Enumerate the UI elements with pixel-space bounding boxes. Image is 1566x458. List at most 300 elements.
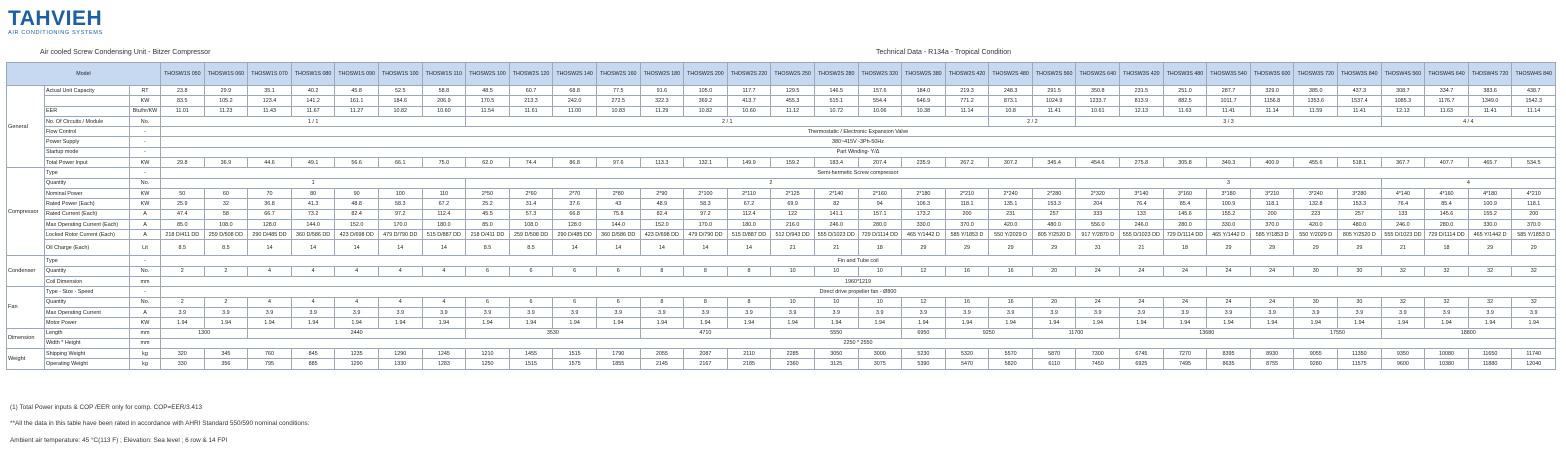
value-cell: 1.94 [1338,318,1382,328]
value-cell: 20 [1032,266,1076,276]
value-cell: 280.0 [1163,219,1207,229]
value-cell: 24 [1207,266,1251,276]
value-cell: 10 [771,297,815,307]
value-cell: 11.59 [1294,106,1338,116]
value-cell: 29 [1032,240,1076,256]
value-cell: 49.1 [291,158,335,168]
value-cell: 152.0 [640,219,684,229]
value-cell: 3.9 [771,307,815,317]
value-cell: 512 D/943 DD [771,230,815,240]
value-cell: 11.14 [1512,106,1556,116]
value-cell: 80 [291,188,335,198]
value-cell: 1.94 [858,318,902,328]
value-cell: 11.12 [771,106,815,116]
value-cell: 10.82 [684,106,728,116]
model-column-header: THOSW2S 100 [466,63,510,86]
value-cell: 11.29 [640,106,684,116]
unit-cell: mm [130,338,161,348]
value-cell: 4710 [640,328,771,338]
unit-cell: KW [130,318,161,328]
value-cell: 3.9 [727,307,771,317]
value-cell: 345 [204,349,248,359]
value-cell: 3075 [858,359,902,369]
value-cell: 105.0 [684,86,728,96]
value-cell: 4 [335,297,379,307]
table-row [7,106,1556,116]
value-cell: 100.9 [1207,199,1251,209]
value-cell: 3.9 [466,307,510,317]
value-cell: 465 Y/1442 D [1468,230,1512,240]
table-row [7,96,1556,106]
value-cell: 3*210 [1250,188,1294,198]
value-cell: 290 D/485 DD [248,230,292,240]
value-cell: 805 Y/2520 D [1032,230,1076,240]
model-column-header: THOSW3S 480 [1163,63,1207,86]
unit-cell: - [130,147,161,157]
value-cell: 128.0 [553,219,597,229]
value-cell: 8 [727,266,771,276]
value-cell: 455.3 [771,96,815,106]
row-label: Shipping Weight [45,349,130,359]
value-cell: 12 [902,297,946,307]
value-cell: 235.9 [902,158,946,168]
value-cell: 3125 [814,359,858,369]
table-row [7,266,1556,276]
value-cell: 1233.7 [1076,96,1120,106]
value-cell: 333 [1076,209,1120,219]
value-cell: 56.6 [335,158,379,168]
value-cell: 1.94 [945,318,989,328]
value-cell: 91.6 [640,86,684,96]
value-cell: 3 / 3 [1076,116,1381,126]
value-cell: 180.0 [422,219,466,229]
value-cell: 12040 [1512,359,1556,369]
value-cell: 62.0 [466,158,510,168]
value-cell: 1.94 [1120,318,1164,328]
value-cell: 40.2 [291,86,335,96]
value-cell: 2 [161,297,205,307]
value-cell: 144.0 [291,219,335,229]
value-cell: 6745 [1120,349,1164,359]
value-cell: 251.0 [1163,86,1207,96]
unit-cell: KW [130,96,161,106]
value-cell: 200 [945,209,989,219]
value-cell: 515.1 [814,96,858,106]
value-cell: 11.01 [161,106,205,116]
value-cell: 8.5 [161,240,205,256]
value-cell: 12.13 [1120,106,1164,116]
value-cell: 2*180 [902,188,946,198]
value-cell: 3530 [466,328,640,338]
value-cell: 118.1 [945,199,989,209]
table-row [7,240,1556,256]
value-cell: 32 [1468,266,1512,276]
technical-data-table [6,62,1556,370]
value-cell: 8.5 [204,240,248,256]
value-cell: 7300 [1076,349,1120,359]
value-cell: 75.8 [596,209,640,219]
table-row [7,230,1556,240]
value-cell: 2*110 [727,188,771,198]
unit-cell: - [130,256,161,266]
model-column-header: THOSW2S 120 [509,63,553,86]
table-row [7,199,1556,209]
value-cell: 3.9 [1120,307,1164,317]
logo-tagline: AIR CONDITIONING SYSTEMS [8,30,103,36]
unit-cell: No. [130,297,161,307]
table-header [7,63,1556,86]
value-cell: 9055 [1294,349,1338,359]
model-column-header: THOSW2S 640 [1076,63,1120,86]
value-cell: 60 [204,188,248,198]
value-cell: 47.4 [161,209,205,219]
value-cell: 1.94 [684,318,728,328]
section-label: Compressor [7,168,45,256]
value-cell: Semi-hermetic Screw compressor [161,168,1556,178]
value-cell: 3.9 [684,307,728,317]
value-cell: 3.9 [1032,307,1076,317]
row-label: Type - Size - Speed [45,287,130,297]
value-cell: 149.9 [727,158,771,168]
value-cell: Part Winding- Y/Δ [161,147,1556,157]
value-cell: 10.8 [989,106,1033,116]
value-cell: 370.0 [1250,219,1294,229]
value-cell: 11.41 [1468,106,1512,116]
row-label: Locked Rotor Current (Each) [45,230,130,240]
value-cell: 170.0 [684,219,728,229]
value-cell: 2*240 [989,188,1033,198]
value-cell: 2440 [248,328,466,338]
value-cell: 349.3 [1207,158,1251,168]
value-cell: 515 D/887 DD [422,230,466,240]
value-cell: 16 [989,266,1033,276]
row-label: Actual Unit Capacity [45,86,130,96]
value-cell: 3.9 [378,307,422,317]
value-cell: 184.0 [902,86,946,96]
value-cell: 12.13 [1381,106,1425,116]
value-cell: 200 [1512,209,1556,219]
value-cell: 3.9 [161,307,205,317]
value-cell: 3.9 [1425,307,1469,317]
value-cell: 2 [204,297,248,307]
value-cell: 3.9 [945,307,989,317]
value-cell: 16 [945,297,989,307]
table-row [7,359,1556,369]
value-cell: 1085.3 [1381,96,1425,106]
value-cell: 917 Y/2870 D [1076,230,1120,240]
value-cell: 280.0 [1425,219,1469,229]
value-cell: 9280 [1294,359,1338,369]
value-cell: 9250 [945,328,1032,338]
value-cell: 885 [291,359,335,369]
value-cell: 350.8 [1076,86,1120,96]
value-cell: 1515 [553,349,597,359]
value-cell: 45.8 [335,86,379,96]
value-cell: 97.6 [596,158,640,168]
value-cell: 82.4 [640,209,684,219]
value-cell: 97.2 [684,209,728,219]
value-cell: 48.9 [640,199,684,209]
value-cell: 4 [335,266,379,276]
value-cell: 29 [902,240,946,256]
value-cell: Thermostatic / Electronic Expansion Valve [161,127,1556,137]
value-cell: 14 [596,240,640,256]
value-cell: 218 D/411 DD [161,230,205,240]
table-row [7,86,1556,96]
row-label: Type [45,168,130,178]
value-cell: 465.7 [1468,158,1512,168]
row-label: No. Of Circuits / Module [45,116,130,126]
value-cell: 246.0 [1120,219,1164,229]
value-cell: 2 [466,178,1076,188]
value-cell: 2 / 2 [989,116,1076,126]
value-cell: 1235 [335,349,379,359]
value-cell: 32 [1425,297,1469,307]
value-cell: 219.3 [945,86,989,96]
value-cell: 2*100 [684,188,728,198]
unit-cell: A [130,219,161,229]
unit-cell: - [130,168,161,178]
value-cell: 729 D/1114 DD [858,230,902,240]
value-cell: 2*125 [771,188,815,198]
table-row [7,287,1556,297]
value-cell: 1330 [378,359,422,369]
value-cell: 385.0 [1294,86,1338,96]
model-column-header: THOSW1S 050 [161,63,205,86]
value-cell: 10380 [1425,359,1469,369]
value-cell: 66.8 [553,209,597,219]
value-cell: 1156.8 [1250,96,1294,106]
value-cell: 360 D/586 DD [291,230,335,240]
value-cell: 207.4 [858,158,902,168]
value-cell: 223 [1294,209,1338,219]
value-cell: 206.9 [422,96,466,106]
table-row [7,178,1556,188]
row-label: Operating Weight [45,359,130,369]
value-cell: 5870 [1032,349,1076,359]
value-cell: 3.9 [858,307,902,317]
value-cell: 2*50 [466,188,510,198]
table-row [7,158,1556,168]
value-cell: 41.3 [291,199,335,209]
value-cell: 68.8 [553,86,597,96]
value-cell: 133 [1381,209,1425,219]
value-cell: 1960*1219 [161,277,1556,287]
value-cell: 11.67 [291,106,335,116]
value-cell: 795 [248,359,292,369]
value-cell: 117.7 [727,86,771,96]
value-cell: 153.3 [1338,199,1382,209]
value-cell: 70 [248,188,292,198]
value-cell: 556.0 [1076,219,1120,229]
value-cell: 75.0 [422,158,466,168]
value-cell: 11575 [1338,359,1382,369]
value-cell: 5230 [902,349,946,359]
value-cell: 1.94 [466,318,510,328]
value-cell: 155.2 [1468,209,1512,219]
value-cell: 455.6 [1294,158,1338,168]
value-cell: 11.14 [945,106,989,116]
value-cell: 105.2 [204,96,248,106]
section-label: Condenser [7,256,45,287]
value-cell: Direct drive propeller fan - Ø800 [161,287,1556,297]
value-cell: 108.0 [509,219,553,229]
value-cell: 334.7 [1425,86,1469,96]
value-cell: 25.2 [466,199,510,209]
value-cell: 30 [1338,266,1382,276]
value-cell: 8 [727,297,771,307]
model-column-header: THOSW1S 080 [291,63,335,86]
value-cell: 345.4 [1032,158,1076,168]
value-cell: 110 [422,188,466,198]
value-cell: 1855 [596,359,640,369]
value-cell: 1283 [422,359,466,369]
model-column-header: THOSW1S 090 [335,63,379,86]
value-cell: 7270 [1163,349,1207,359]
value-cell: 29.8 [161,158,205,168]
unit-cell: A [130,307,161,317]
value-cell: 465 Y/1442 D [902,230,946,240]
footnote-ahri-standard: **All the data in this table have been rated in accordance with AHRI Standard 550/590 nominal conditions: [10,420,310,427]
value-cell: 14 [727,240,771,256]
model-column-header: THOSW2S 220 [727,63,771,86]
value-cell: 267.2 [945,158,989,168]
value-cell: 555 D/1023 DD [814,230,858,240]
value-cell: 11.00 [553,106,597,116]
value-cell: 2*90 [640,188,684,198]
model-column-header: THOSW3S 600 [1250,63,1294,86]
value-cell: 144.0 [596,219,640,229]
value-cell: 29 [1338,240,1382,256]
value-cell: 132.8 [1294,199,1338,209]
value-cell: 420.0 [1294,219,1338,229]
value-cell: 322.3 [640,96,684,106]
value-cell: 1.94 [771,318,815,328]
value-cell: 480.0 [1338,219,1382,229]
value-cell: 4 [1381,178,1555,188]
model-column-header: THOSW4S 840 [1512,63,1556,86]
value-cell: 11880 [1468,359,1512,369]
value-cell: 153.3 [1032,199,1076,209]
unit-cell: No. [130,178,161,188]
value-cell: 1.94 [204,318,248,328]
value-cell: 6 [596,297,640,307]
value-cell: 5550 [771,328,902,338]
model-column-header: THOSW2S 480 [989,63,1033,86]
value-cell: 1.94 [1076,318,1120,328]
value-cell: 480.0 [1032,219,1076,229]
value-cell: 845 [291,349,335,359]
value-cell: 14 [422,240,466,256]
value-cell: 157.6 [858,86,902,96]
value-cell: 10.06 [858,106,902,116]
value-cell: 24 [1076,266,1120,276]
value-cell: 11700 [1032,328,1119,338]
value-cell: 3 [1076,178,1381,188]
value-cell: 13680 [1120,328,1294,338]
value-cell: 3.9 [204,307,248,317]
table-row [7,116,1556,126]
value-cell: 29 [1207,240,1251,256]
value-cell: 400.9 [1250,158,1294,168]
unit-cell: kg [130,349,161,359]
value-cell: 5470 [945,359,989,369]
value-cell: 21 [1120,240,1164,256]
value-cell: 1.94 [902,318,946,328]
value-cell: 23.8 [161,86,205,96]
value-cell: 8930 [1250,349,1294,359]
value-cell: 10.38 [902,106,946,116]
value-cell: 24 [1207,297,1251,307]
value-cell: 3*280 [1338,188,1382,198]
value-cell: 30 [1338,297,1382,307]
value-cell: 479 D/790 DD [378,230,422,240]
value-cell: 132.1 [684,158,728,168]
value-cell: 2250 * 2550 [161,338,1556,348]
value-cell: 2185 [727,359,771,369]
value-cell: 3.9 [814,307,858,317]
value-cell: 307.2 [989,158,1033,168]
footnote-ambient-conditions: Ambient air temperature: 45 °C(113 F) ; Elevation: Sea level ; 6 row & 14 FPI [10,437,228,444]
value-cell: 10 [858,266,902,276]
value-cell: 2360 [771,359,815,369]
value-cell: 423 D/698 DD [640,230,684,240]
value-cell: 1 [161,178,466,188]
value-cell: 3.9 [1381,307,1425,317]
value-cell: 4 [291,297,335,307]
value-cell: 1250 [466,359,510,369]
value-cell: 257 [1338,209,1382,219]
value-cell: 6925 [1120,359,1164,369]
value-cell: 145.6 [1163,209,1207,219]
model-column-header: THOSW2S 250 [771,63,815,86]
value-cell: 77.5 [596,86,640,96]
model-column-header: THOSW2S 160 [596,63,640,86]
value-cell: 3050 [814,349,858,359]
value-cell: 290 D/485 DD [553,230,597,240]
value-cell: 8395 [1207,349,1251,359]
value-cell: 5820 [989,359,1033,369]
value-cell: 10.61 [1076,106,1120,116]
value-cell: 2*60 [509,188,553,198]
value-cell: 10080 [1425,349,1469,359]
value-cell: 330 [161,359,205,369]
value-cell: 14 [291,240,335,256]
table-row [7,168,1556,178]
value-cell: 94 [858,199,902,209]
value-cell: 50 [161,188,205,198]
value-cell: 2055 [640,349,684,359]
unit-cell: KW [130,188,161,198]
row-label: Rated Current (Each) [45,209,130,219]
value-cell: 6 [466,297,510,307]
value-cell: 1.94 [1163,318,1207,328]
value-cell: 1.94 [1512,318,1556,328]
footnote-power-input: (1) Total Power inputs & COP /EER only for comp. COP=EER/3.413 [10,404,203,411]
model-column-header: THOSW2S 140 [553,63,597,86]
value-cell: 3000 [858,349,902,359]
value-cell: 7450 [1076,359,1120,369]
value-cell: 1790 [596,349,640,359]
value-cell: 2 / 1 [466,116,989,126]
value-cell: 90 [335,188,379,198]
value-cell: 173.2 [902,209,946,219]
value-cell: 231.5 [1120,86,1164,96]
value-cell: 4*140 [1381,188,1425,198]
row-label: Type [45,256,130,266]
value-cell: 3.9 [1468,307,1512,317]
value-cell: 1.94 [1381,318,1425,328]
